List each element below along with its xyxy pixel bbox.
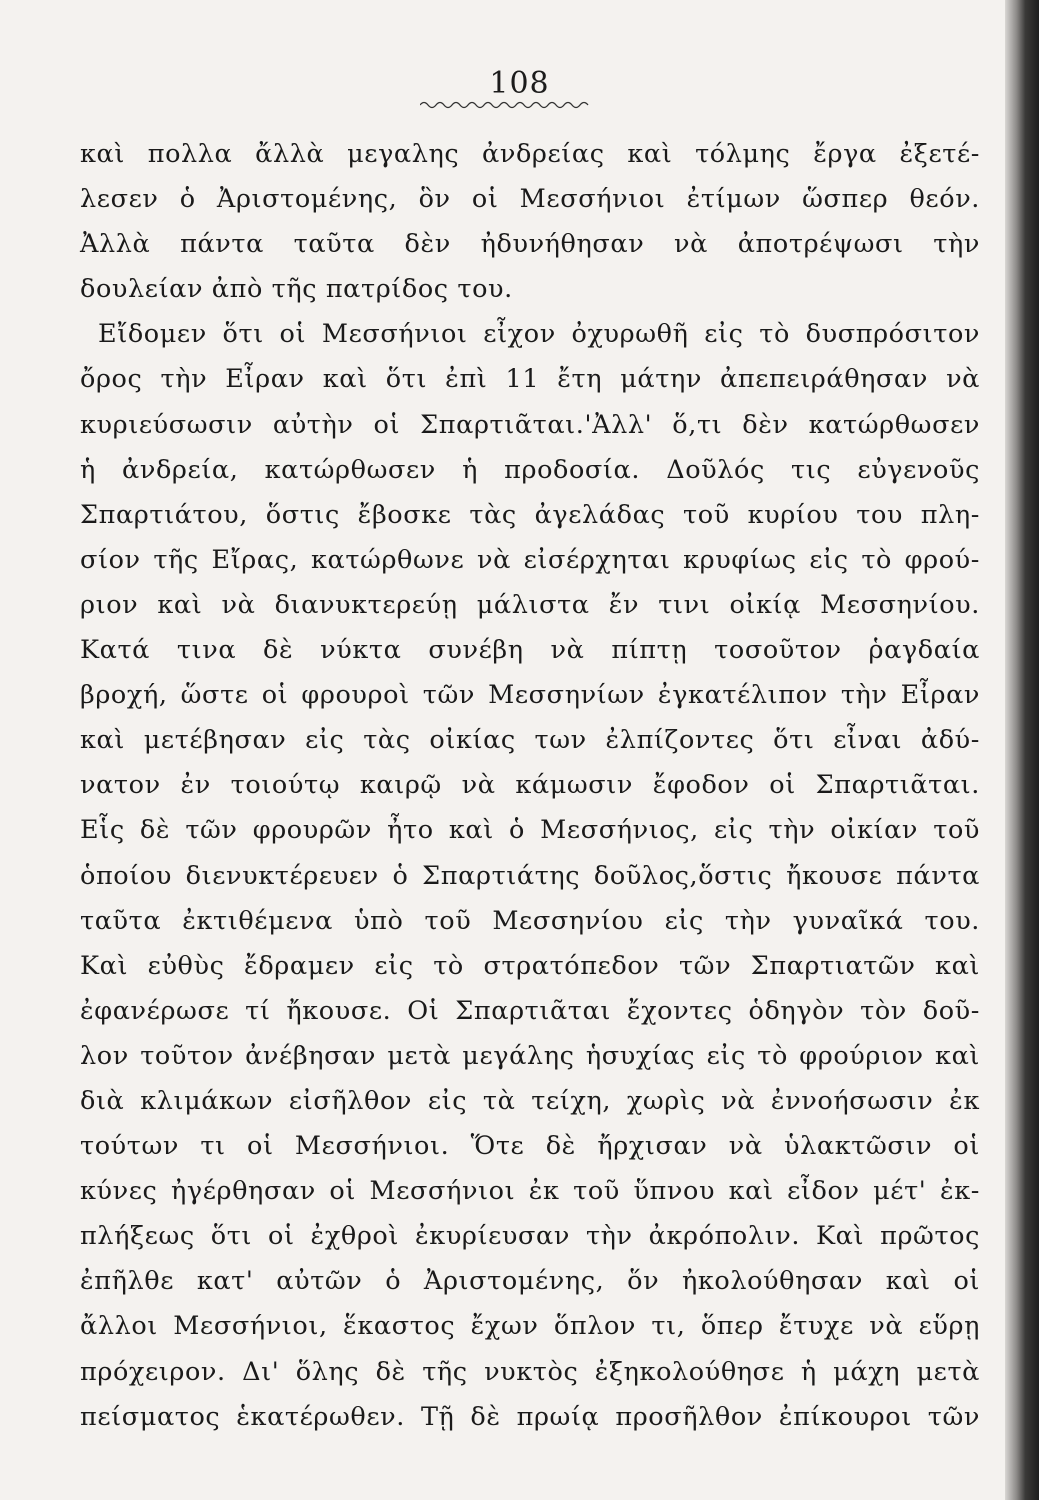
text-line: ριον καὶ νὰ διανυκτερεύῃ μάλιστα ἔν τινι οἰκίᾳ Μεσσηνίου.	[80, 589, 980, 620]
text-line: κύνες ἠγέρθησαν οἱ Μεσσήνιοι ἐκ τοῦ ὕπνου καὶ εἶδον μέτ' ἐκ-	[80, 1176, 980, 1207]
text-line: λον τοῦτον ἀνέβησαν μετὰ μεγάλης ἡσυχίας εἰς τὸ φρούριον καὶ	[80, 1040, 980, 1071]
text-line: ἄλλοι Μεσσήνιοι, ἕκαστος ἔχων ὅπλον τι, ὅπερ ἔτυχε νὰ εὕρῃ	[80, 1311, 980, 1342]
text-line: πλήξεως ὅτι οἱ ἐχθροὶ ἐκυρίευσαν τὴν ἀκρόπολιν. Καὶ πρῶτος	[80, 1221, 980, 1252]
text-line: Καὶ εὐθὺς ἔδραμεν εἰς τὸ στρατόπεδον τῶν Σπαρτιατῶν καὶ	[80, 950, 980, 981]
text-line: σίον τῆς Εἴρας, κατώρθωνε νὰ εἰσέρχηται κρυφίως εἰς τὸ φρού-	[80, 544, 980, 575]
text-line: ὁποίου διενυκτέρευεν ὁ Σπαρτιάτης δοῦλος,ὅστις ἤκουσε πάντα	[80, 860, 980, 891]
text-line: Σπαρτιάτου, ὅστις ἔβοσκε τὰς ἀγελάδας τοῦ κυρίου του πλη-	[80, 499, 980, 530]
text-line: βροχή, ὥστε οἱ φρουροὶ τῶν Μεσσηνίων ἐγκατέλιπον τὴν Εἶραν	[80, 680, 980, 711]
text-line: δουλείαν ἀπὸ τῆς πατρίδος του.	[80, 274, 513, 305]
wavy-ornament-icon	[420, 98, 590, 112]
text-line: διὰ κλιμάκων εἰσῆλθον εἰς τὰ τείχη, χωρὶς νὰ ἐννοήσωσιν ἐκ	[80, 1085, 980, 1116]
text-line: τούτων τι οἱ Μεσσήνιοι. Ὅτε δὲ ἤρχισαν νὰ ὑλακτῶσιν οἱ	[80, 1131, 980, 1162]
text-line: κυριεύσωσιν αὐτὴν οἱ Σπαρτιᾶται.'Ἀλλ' ὅ,τι δὲν κατώρθωσεν	[80, 409, 980, 440]
text-line: ταῦτα ἐκτιθέμενα ὑπὸ τοῦ Μεσσηνίου εἰς τὴν γυναῖκά του.	[80, 905, 980, 936]
text-line: ὄρος τὴν Εἶραν καὶ ὅτι ἐπὶ 11 ἔτη μάτην ἀπεπειράθησαν νὰ	[80, 364, 980, 395]
text-line: ἡ ἀνδρεία, κατώρθωσεν ἡ προδοσία. Δοῦλός τις εὐγενοῦς	[80, 454, 980, 485]
body-text	[80, 132, 980, 1440]
text-line: λεσεν ὁ Ἀριστομένης, ὃν οἱ Μεσσήνιοι ἐτίμων ὥσπερ θεόν.	[80, 184, 980, 215]
page-number: 108	[489, 66, 550, 101]
text-line: πείσματος ἑκατέρωθεν. Τῇ δὲ πρωίᾳ προσῆλθον ἐπίκουροι τῶν	[80, 1401, 980, 1432]
text-line: καὶ μετέβησαν εἰς τὰς οἰκίας των ἐλπίζοντες ὅτι εἶναι ἀδύ-	[80, 725, 980, 756]
text-line: νατον ἐν τοιούτῳ καιρῷ νὰ κάμωσιν ἔφοδον οἱ Σπαρτιᾶται.	[80, 770, 980, 801]
text-line: ἐπῆλθε κατ' αὐτῶν ὁ Ἀριστομένης, ὅν ἠκολούθησαν καὶ οἱ	[80, 1266, 980, 1297]
text-line: πρόχειρον. Δι' ὅλης δὲ τῆς νυκτὸς ἐξηκολούθησε ἡ μάχη μετὰ	[80, 1356, 980, 1387]
text-line: Ἀλλὰ πάντα ταῦτα δὲν ἠδυνήθησαν νὰ ἀποτρέψωσι τὴν	[80, 229, 980, 260]
text-line: Κατά τινα δὲ νύκτα συνέβη νὰ πίπτῃ τοσοῦτον ῥαγδαία	[80, 635, 980, 666]
text-line: καὶ πολλα ἄλλὰ μεγαλης ἀνδρείας καὶ τόλμης ἔργα ἐξετέ-	[80, 139, 980, 169]
page-scan-edge	[1005, 0, 1039, 1500]
text-line: ἐφανέρωσε τί ἤκουσε. Οἱ Σπαρτιᾶται ἔχοντες ὁδηγὸν τὸν δοῦ-	[80, 995, 980, 1026]
text-line: Εἴδομεν ὅτι οἱ Μεσσήνιοι εἶχον ὀχυρωθῆ εἰς τὸ δυσπρόσιτον	[98, 319, 980, 350]
text-line: Εἷς δὲ τῶν φρουρῶν ἦτο καὶ ὁ Μεσσήνιος, εἰς τὴν οἰκίαν τοῦ	[80, 815, 980, 846]
